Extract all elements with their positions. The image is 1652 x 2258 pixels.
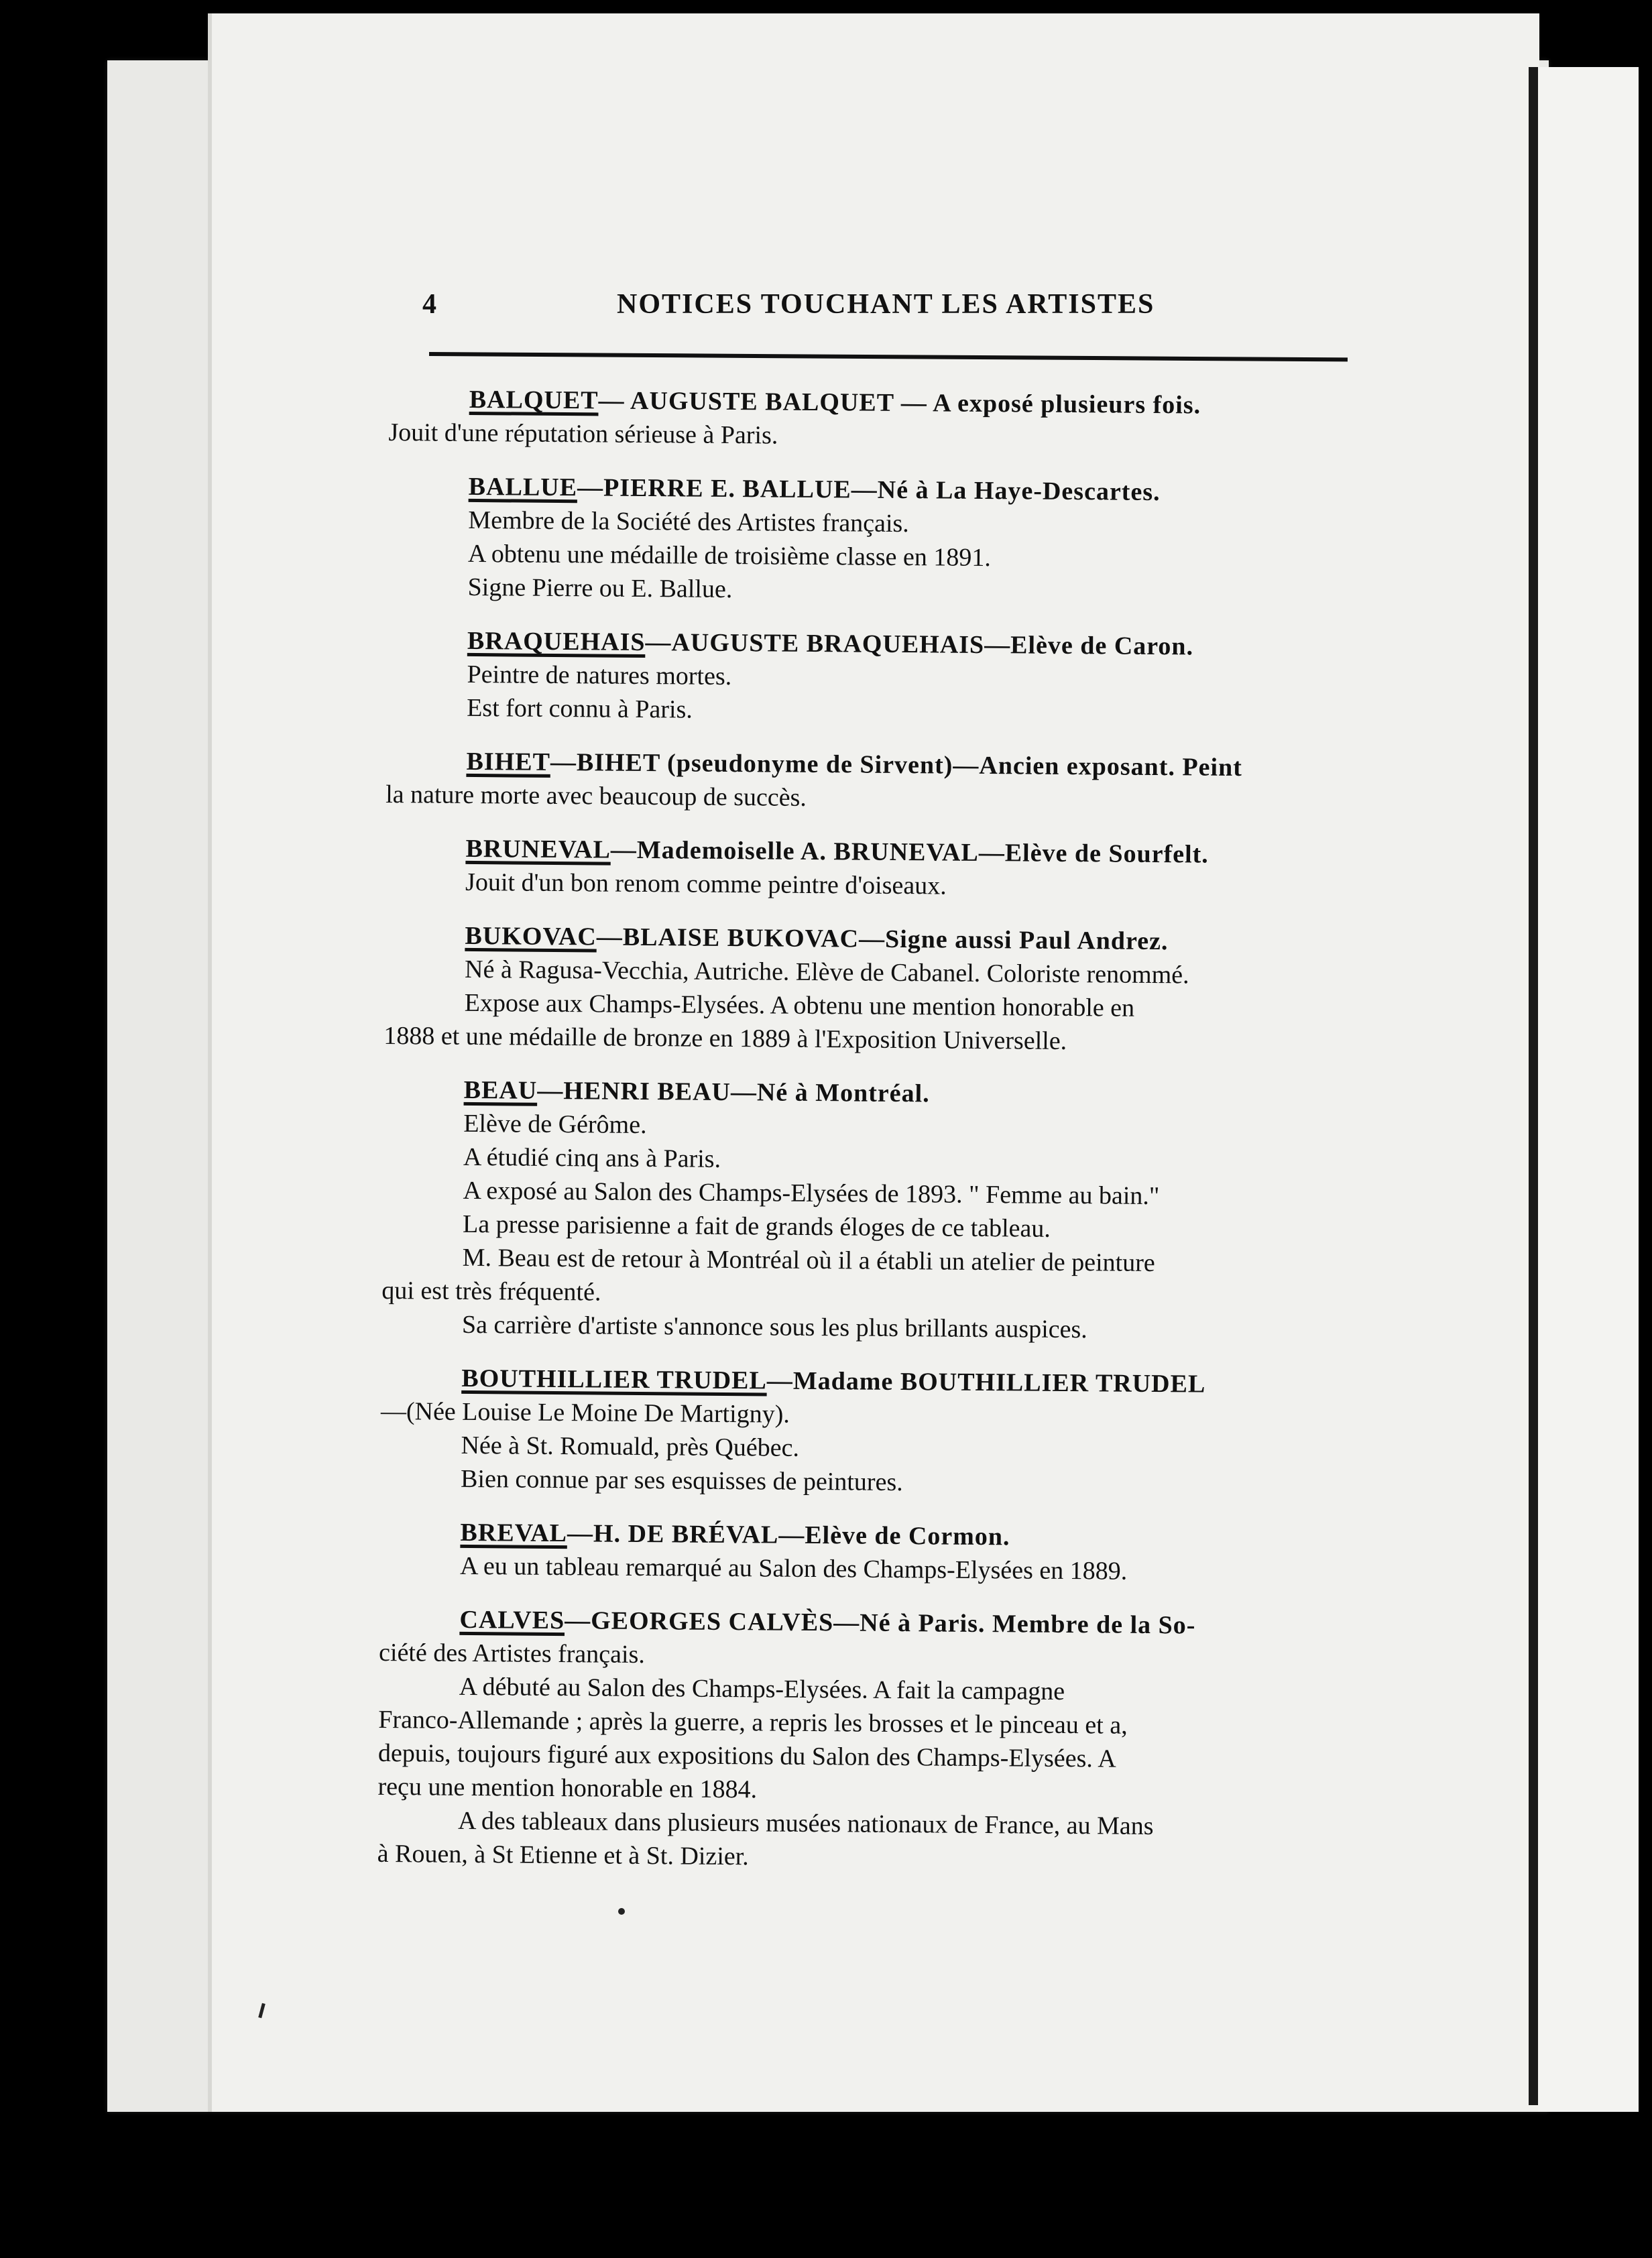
- entry-text-line: ciété des Artistes français.: [378, 1638, 646, 1669]
- entry-heading-text: — AUGUSTE BALQUET — A exposé plusieurs fois.: [598, 386, 1201, 420]
- entry-text-line: A obtenu une médaille de troisième classe en 1891.: [467, 539, 991, 573]
- entry-text-line: —(Née Louise Le Moine De Martigny).: [380, 1397, 790, 1429]
- entry: [385, 831, 1371, 906]
- entry: [387, 469, 1374, 611]
- entry: [388, 382, 1374, 457]
- entry-text-line: 1888 et une médaille de bronze en 1889 à l'Exposition Universelle.: [384, 1021, 1067, 1055]
- entry: [379, 1515, 1366, 1590]
- entry: [380, 1361, 1367, 1503]
- entry: [384, 918, 1370, 1061]
- entry-heading-text: —BIHET (pseudonyme de Sirvent)—Ancien exposant. Peint: [550, 748, 1243, 782]
- entry-headword: BALLUE: [468, 472, 578, 502]
- entry-text-line: A débuté au Salon des Champs-Elysées. A fait la campagne: [459, 1672, 1065, 1706]
- entries-list: [377, 382, 1374, 1898]
- entry-text-line: A étudié cinq ans à Paris.: [463, 1142, 721, 1173]
- entry-text-line: A eu un tableau remarqué au Salon des Champs-Elysées en 1889.: [459, 1551, 1128, 1586]
- entry-text-line: La presse parisienne a fait de grands éloges de ce tableau.: [462, 1209, 1051, 1243]
- entry-text-line: Bien connue par ses esquisses de peintures.: [460, 1464, 903, 1497]
- entry-headword: BREVAL: [460, 1518, 568, 1548]
- entry-headword: BOUTHILLIER TRUDEL: [461, 1364, 767, 1395]
- entry-text-line: Née à St. Romuald, près Québec.: [461, 1431, 800, 1462]
- entry-text-line: Est fort connu à Paris.: [467, 693, 693, 724]
- entry-text-line: Elève de Gérôme.: [463, 1109, 647, 1140]
- running-title: NOTICES TOUCHANT LES ARTISTES: [617, 289, 1155, 320]
- entry-text-line: Franco-Allemande ; après la guerre, a repris les brosses et le pinceau et a,: [378, 1705, 1128, 1740]
- entry: [386, 623, 1372, 732]
- entry-text-line: A des tableaux dans plusieurs musées nationaux de France, au Mans: [457, 1806, 1154, 1841]
- entry-headword: BRUNEVAL: [465, 834, 611, 864]
- entry-text-line: à Rouen, à St Etienne et à St. Dizier.: [377, 1839, 749, 1871]
- entry: [386, 744, 1372, 819]
- entry-text-line: Expose aux Champs-Elysées. A obtenu une mention honorable en: [464, 988, 1135, 1022]
- entry-text-line: Jouit d'une réputation sérieuse à Paris.: [388, 418, 778, 450]
- entry: [381, 1073, 1369, 1349]
- entry-text-line: depuis, toujours figuré aux expositions du Salon des Champs-Elysées. A: [377, 1738, 1116, 1773]
- entry-text-line: A exposé au Salon des Champs-Elysées de 1893. " Femme au bain.": [463, 1176, 1160, 1211]
- entry-heading-text: —H. DE BRÉVAL—Elève de Cormon.: [567, 1519, 1010, 1551]
- entry-text-line: la nature morte avec beaucoup de succès.: [386, 780, 807, 812]
- entry-heading-text: —PIERRE E. BALLUE—Né à La Haye-Descartes.: [577, 473, 1161, 507]
- entry-headword: BRAQUEHAIS: [467, 626, 646, 657]
- entry-text-line: M. Beau est de retour à Montréal où il a établi un atelier de peinture: [462, 1243, 1155, 1278]
- entry-text-line: Membre de la Société des Artistes français.: [468, 506, 909, 538]
- page-edge: [1529, 67, 1538, 2105]
- adjacent-page-strip: [1538, 67, 1639, 2112]
- entry-headword: BUKOVAC: [465, 921, 597, 951]
- entry-heading-text: —Madame BOUTHILLIER TRUDEL: [766, 1366, 1206, 1399]
- entry-heading-text: —BLAISE BUKOVAC—Signe aussi Paul Andrez.: [596, 923, 1169, 956]
- entry-heading-text: —AUGUSTE BRAQUEHAIS—Elève de Caron.: [645, 628, 1194, 661]
- entry-heading-text: —Mademoiselle A. BRUNEVAL—Elève de Sourfelt.: [610, 835, 1209, 869]
- entry-text-line: Signe Pierre ou E. Ballue.: [467, 573, 733, 604]
- page-number: 4: [422, 289, 436, 320]
- entry-text-line: Peintre de natures mortes.: [467, 660, 732, 691]
- page-speck: [618, 1908, 625, 1915]
- entry-headword: BIHET: [466, 747, 551, 776]
- entry-heading-text: —HENRI BEAU—Né à Montréal.: [537, 1076, 930, 1108]
- entry-text-line: Jouit d'un bon renom comme peintre d'oiseaux.: [465, 868, 947, 900]
- entry-headword: BALQUET: [469, 385, 599, 415]
- entry-text-line: Né à Ragusa-Vecchia, Autriche. Elève de Cabanel. Coloriste renommé.: [464, 955, 1189, 990]
- entry-text-line: Sa carrière d'artiste s'annonce sous les plus brillants auspices.: [461, 1310, 1087, 1344]
- entry-text-line: reçu une mention honorable en 1884.: [377, 1772, 758, 1804]
- page-header: [422, 288, 1354, 335]
- entry: [377, 1602, 1365, 1879]
- entry-headword: CALVES: [459, 1605, 565, 1635]
- entry-heading-text: —GEORGES CALVÈS—Né à Paris. Membre de la So-: [565, 1606, 1196, 1640]
- entry-text-line: qui est très fréquenté.: [381, 1276, 601, 1307]
- entry-headword: BEAU: [463, 1075, 538, 1105]
